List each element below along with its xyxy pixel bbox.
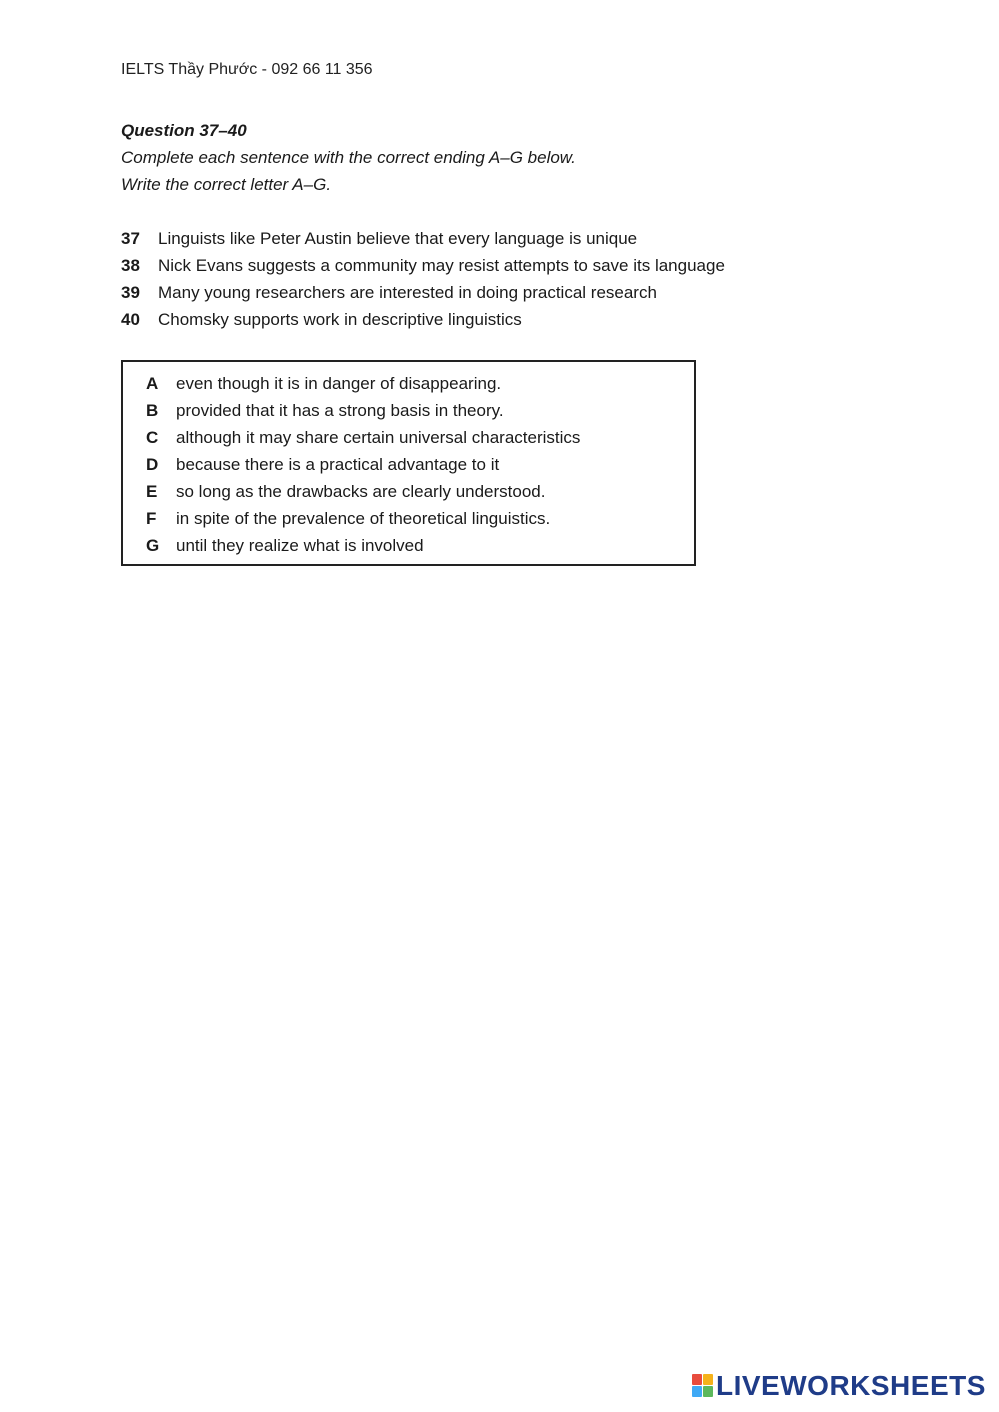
stem-text: Nick Evans suggests a community may resist attempts to save its language [158,256,725,275]
question-instruction-2: Write the correct letter A–G. [121,175,332,194]
ending-option-c [146,427,580,454]
ending-text: so long as the drawbacks are clearly understood. [176,482,546,501]
header-text: IELTS Thầy Phước - 092 66 11 356 [121,61,373,78]
stem-number: 39 [121,283,140,302]
ending-letter: C [146,428,159,447]
ending-text: provided that it has a strong basis in theory. [176,401,504,420]
sentence-stem-40 [121,309,725,336]
question-title: Question 37–40 [121,121,247,140]
ending-letter: E [146,482,158,501]
ending-option-g [146,535,580,562]
logo-square-red [692,1374,702,1385]
stem-number: 40 [121,310,140,329]
sentence-stems-list [121,228,725,336]
liveworksheets-logo-icon [692,1374,713,1398]
stem-number: 38 [121,256,140,275]
ending-option-e [146,481,580,508]
ending-option-b [146,400,580,427]
stem-text: Chomsky supports work in descriptive linguistics [158,310,522,329]
brand-wordmark: LIVEWORKSHEETS [716,1370,986,1401]
ending-text: until they realize what is involved [176,536,424,555]
ending-text: because there is a practical advantage to it [176,455,500,474]
ending-text: although it may share certain universal characteristics [176,428,581,447]
sentence-stem-38 [121,255,725,282]
ending-text: in spite of the prevalence of theoretical linguistics. [176,509,551,528]
stem-text: Many young researchers are interested in doing practical research [158,283,657,302]
ending-letter: F [146,509,157,528]
sentence-stem-37 [121,228,725,255]
endings-list [146,373,580,562]
stem-number: 37 [121,229,140,248]
liveworksheets-brand[interactable] [692,1370,986,1402]
question-instruction-1: Complete each sentence with the correct ending A–G below. [121,148,576,167]
logo-square-yellow [703,1374,713,1385]
stem-text: Linguists like Peter Austin believe that every language is unique [158,229,638,248]
endings-box [121,360,696,566]
ending-letter: G [146,536,160,555]
logo-square-blue [692,1386,702,1397]
ending-option-a [146,373,580,400]
ending-letter: B [146,401,159,420]
ending-option-d [146,454,580,481]
sentence-stem-39 [121,282,725,309]
ending-letter: A [146,374,159,393]
ending-option-f [146,508,580,535]
logo-square-green [703,1386,713,1397]
ending-letter: D [146,455,159,474]
ending-text: even though it is in danger of disappearing. [176,374,502,393]
